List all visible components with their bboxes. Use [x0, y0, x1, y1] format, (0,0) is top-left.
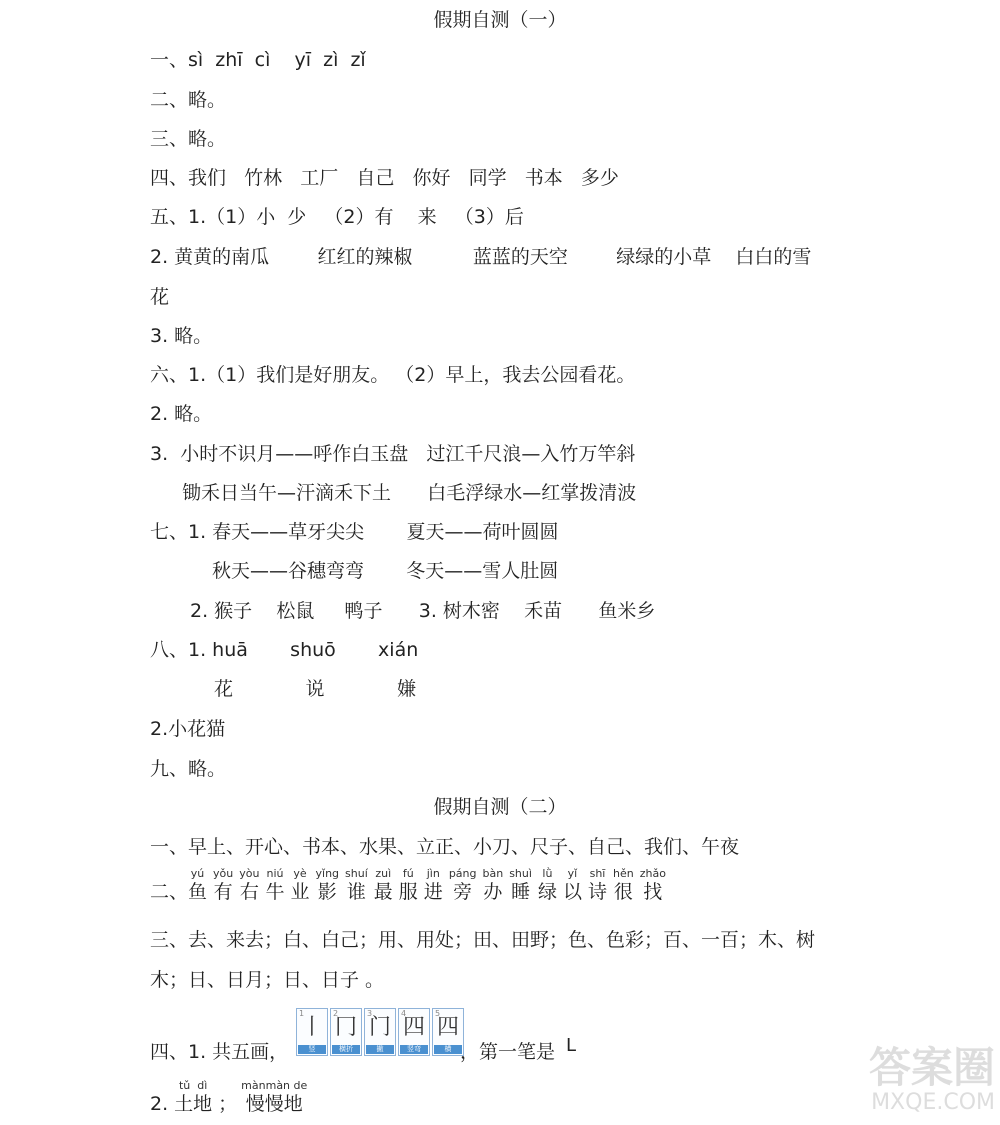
answer-1-8-1: 八、1. huā shuō xián: [150, 639, 419, 661]
answer-1-6-3-cont: 锄禾日当午—汗滴禾下土 白毛浮绿水—红掌拨清波: [182, 482, 637, 504]
answer-1-7-1: 七、1. 春天——草牙尖尖 夏天——荷叶圆圆: [150, 521, 559, 543]
pinyin-char: [239, 868, 259, 904]
pinyin-char: [188, 868, 207, 904]
answer-1-8-1-chars: 花 说 嫌: [214, 678, 416, 700]
pinyin-char: [563, 868, 582, 904]
separator: ；: [218, 1093, 238, 1115]
stroke-box: [364, 1008, 396, 1056]
hanzi-text: 有: [213, 881, 233, 903]
hanzi-text: 谁: [346, 881, 366, 903]
answer-1-7-1-cont: 秋天——谷穗弯弯 冬天——雪人肚圆: [212, 560, 559, 582]
hanzi-text: 土地: [174, 1093, 213, 1115]
first-stroke-glyph: L: [566, 1035, 577, 1056]
answer-1-6-3: 3. 小时不识月——呼作白玉盘 过江千尺浪—入竹万竿斜: [150, 443, 636, 465]
hanzi-text: 绿: [537, 881, 557, 903]
pinyin-char: [265, 868, 284, 904]
hanzi-text: 最: [373, 881, 393, 903]
stroke-box: [398, 1008, 430, 1056]
watermark-url: MXQE.COM: [871, 1090, 995, 1115]
answer-2-4-2-prefix: 2.: [150, 1093, 169, 1115]
hanzi-text: 影: [317, 881, 337, 903]
pinyin-text: niú: [266, 867, 284, 880]
answer-1-6-1: 六、1.（1）我们是好朋友。 （2）早上，我去公园看花。: [150, 364, 636, 386]
stroke-name: 竖: [298, 1045, 326, 1054]
pinyin-char: [424, 868, 443, 904]
stroke-order-diagram: [296, 1008, 464, 1056]
stroke-number: 1: [299, 1009, 305, 1018]
pinyin-text: páng: [448, 867, 477, 880]
stroke-glyph: 四: [402, 1015, 425, 1040]
hanzi-text: 睡: [511, 881, 531, 903]
pinyin-char: [316, 868, 340, 904]
pinyin-text: yú: [190, 867, 205, 880]
pinyin-char: [290, 868, 309, 904]
pinyin-text: tǔ dì: [178, 1079, 208, 1092]
pinyin-text: zhǎo: [639, 867, 666, 880]
stroke-name: 横折: [332, 1045, 360, 1054]
answer-1-5-3: 3. 略。: [150, 325, 213, 347]
answer-2-3: 三、去、来去；白、白己；用、用处；田、田野；色、色彩；百、一百；木、树: [150, 929, 816, 951]
answer-1-5-2-cont: 花: [150, 286, 170, 308]
pinyin-text: yǒu: [213, 867, 234, 880]
pinyin-text: jìn: [426, 867, 440, 880]
stroke-name: 横: [434, 1045, 462, 1054]
hanzi-text: 牛: [265, 881, 285, 903]
pinyin-text: zuì: [375, 867, 392, 880]
stroke-glyph: 冂: [334, 1015, 357, 1040]
answer-1-9: 九、略。: [150, 758, 227, 780]
pinyin-char: [588, 868, 607, 904]
stroke-number: 3: [367, 1009, 373, 1018]
answer-1-2: 二、略。: [150, 89, 227, 111]
answer-2-3-cont: 木；日、日月；日、日子 。: [150, 969, 385, 991]
hanzi-text: 旁: [453, 881, 473, 903]
hanzi-text: 诗: [587, 881, 607, 903]
hanzi-text: 服: [398, 881, 418, 903]
answer-1-6-2: 2. 略。: [150, 403, 213, 425]
stroke-box: [296, 1008, 328, 1056]
pinyin-char-list: [188, 868, 672, 904]
pinyin-text: shuì: [509, 867, 532, 880]
stroke-box: [330, 1008, 362, 1056]
pinyin-char: [449, 868, 477, 904]
answer-1-7-2: 2. 猴子 松鼠 鸭子 3. 树木密 禾苗 鱼米乡: [190, 600, 656, 622]
stroke-number: 4: [401, 1009, 407, 1018]
pinyin-char: [613, 868, 634, 904]
pinyin-text: yǐ: [567, 867, 578, 880]
stroke-number: 5: [435, 1009, 441, 1018]
hanzi-text: 以: [562, 881, 582, 903]
pinyin-text: yòu: [239, 867, 260, 880]
stroke-glyph: 门: [368, 1015, 391, 1040]
answer-2-4-1-end: ，第一笔是: [460, 1041, 556, 1063]
pinyin-text: bàn: [482, 867, 504, 880]
pinyin-char: [345, 868, 368, 904]
part1-title: 假期自测（一）: [433, 9, 567, 31]
stroke-name: 撇: [366, 1045, 394, 1054]
stroke-glyph: 丨: [300, 1015, 323, 1040]
pinyin-word: [174, 1080, 212, 1116]
pinyin-word-list: [174, 1080, 313, 1116]
pinyin-text: shī: [589, 867, 606, 880]
answer-1-3: 三、略。: [150, 128, 227, 150]
pinyin-text: mànmàn de: [241, 1079, 308, 1092]
hanzi-text: 慢慢地: [245, 1093, 303, 1115]
answer-1-5-1: 五、1.（1）小 少 （2）有 来 （3）后: [150, 206, 524, 228]
hanzi-text: 右: [239, 881, 259, 903]
watermark-logo: 答案圈: [868, 1043, 995, 1092]
pinyin-text: hěn: [612, 867, 634, 880]
pinyin-text: yǐng: [315, 867, 340, 880]
pinyin-char: [509, 868, 532, 904]
answer-1-1: 一、sì zhī cì yī zì zǐ: [150, 49, 366, 71]
hanzi-text: 进: [423, 881, 443, 903]
stroke-glyph: 四: [436, 1015, 459, 1040]
answer-2-1: 一、早上、开心、书本、水果、立正、小刀、尺子、自己、我们、午夜: [150, 836, 740, 858]
stroke-number: 2: [333, 1009, 339, 1018]
answer-1-4: 四、我们 竹林 工厂 自己 你好 同学 书本 多少: [150, 167, 619, 189]
pinyin-text: fú: [402, 867, 414, 880]
hanzi-text: 办: [483, 881, 503, 903]
hanzi-text: 业: [290, 881, 310, 903]
stroke-name: 竖弯: [400, 1045, 428, 1054]
pinyin-text: lǜ: [542, 867, 553, 880]
hanzi-text: 找: [643, 881, 663, 903]
answer-1-5-2: 2. 黄黄的南瓜 红红的辣椒 蓝蓝的天空 绿绿的小草 白白的雪: [150, 246, 812, 268]
answer-2-2-prefix: 二、: [150, 881, 189, 903]
pinyin-char: [374, 868, 393, 904]
answer-1-8-2: 2.小花猫: [150, 718, 226, 740]
answer-2-2: [150, 868, 672, 904]
hanzi-text: 鱼: [188, 881, 208, 903]
part2-title: 假期自测（二）: [433, 796, 567, 818]
hanzi-text: 很: [613, 881, 633, 903]
pinyin-char: [483, 868, 504, 904]
pinyin-char: [538, 868, 557, 904]
pinyin-text: yè: [293, 867, 307, 880]
pinyin-text: shuí: [345, 867, 368, 880]
pinyin-char: [213, 868, 233, 904]
pinyin-char: [640, 868, 666, 904]
pinyin-word: [241, 1080, 307, 1116]
answer-2-4-1-start: 四、1. 共五画，: [150, 1041, 289, 1063]
answer-2-4-2: [150, 1080, 313, 1116]
pinyin-char: [399, 868, 418, 904]
